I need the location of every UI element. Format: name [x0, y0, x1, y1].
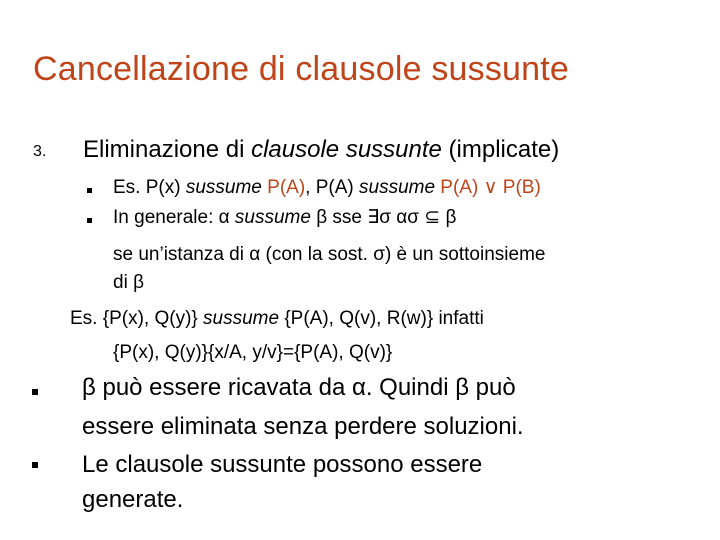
bullet-1-line-1: β può essere ricavata da α. Quindi β può [82, 374, 516, 401]
slide-title: Cancellazione di clausole sussunte [33, 50, 570, 88]
example-prefix: Es. {P(x), Q(y)} [70, 308, 204, 329]
sub2-prefix: In generale: α [113, 207, 235, 228]
example-line-2: {P(x), Q(y)}{x/A, y/v}={P(A), Q(v)} [113, 342, 393, 363]
item-text-italic: clausole sussunte [251, 136, 442, 163]
item-text-before: Eliminazione di [83, 136, 252, 163]
sub-item-continuation: se un’istanza di α (con la sost. σ) è un sottoinsieme [113, 244, 546, 265]
item-text-after: (implicate) [441, 136, 560, 163]
sub-item-example [113, 176, 541, 199]
bullet-1-line-2: essere eliminata senza perdere soluzioni. [82, 413, 524, 440]
square-bullet-icon [32, 389, 38, 395]
sub1-pa-or-pb: P(A) ∨ P(B) [435, 177, 541, 198]
bullet-2-line-2: generate. [82, 486, 184, 513]
bullet-2-line-1: Le clausole sussunte possono essere [82, 451, 483, 478]
sub1-pa: P(A) [261, 177, 306, 198]
sub-item-general [113, 206, 456, 229]
square-bullet-icon [32, 462, 38, 468]
sub1-es: Es. P(x) [113, 177, 186, 198]
sub2-suffix: β sse ∃σ ασ ⊆ β [310, 207, 457, 228]
example-suffix: {P(A), Q(v), R(w)} infatti [279, 308, 484, 329]
example-sussume: sussume [203, 308, 280, 329]
list-item-3 [83, 136, 559, 164]
sub1-sussume: sussume [185, 177, 262, 198]
sub1-comma: , P(A) [305, 177, 359, 198]
square-bullet-icon [87, 188, 92, 193]
sub1-sussume-2: sussume [359, 177, 436, 198]
sub-item-continuation-2: di β [113, 272, 144, 293]
square-bullet-icon [87, 218, 92, 223]
example-line-1 [70, 308, 484, 330]
list-number: 3. [33, 143, 47, 160]
sub2-sussume: sussume [234, 207, 311, 228]
